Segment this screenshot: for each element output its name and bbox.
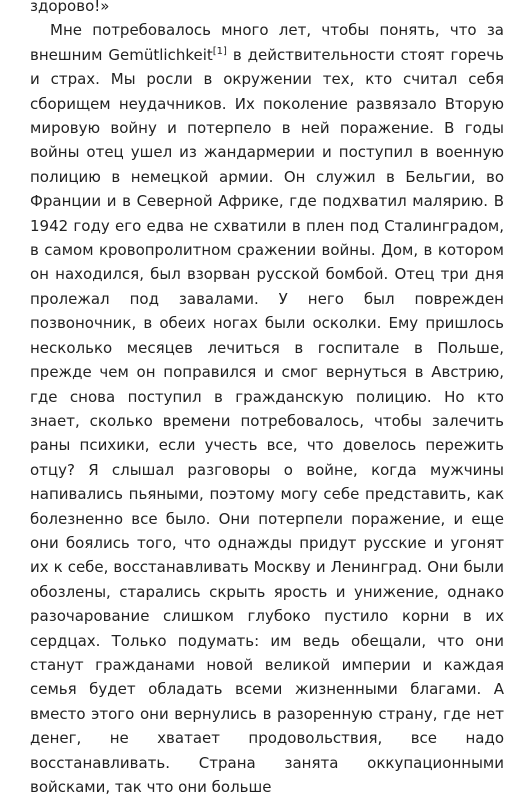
- body-paragraph: [30, 18, 504, 799]
- document-page: [30, 0, 504, 799]
- paragraph-text-before-footnote: Мне потребовалось много лет, чтобы понять, что за внешним Gemütlichkeit: [30, 21, 504, 64]
- paragraph-text-after-footnote: в действительности стоят горечь и страх. Мы росли в окружении тех, кто считал себя сборищем неудачников. Их поколение развязало Вторую мировую войну и потерпело в ней поражение. В годы войны отец ушел из жандармерии и поступил в военную полицию в немецкой армии. Он служил в Бельгии, во Франции и в Северной Африке, где подхватил малярию. В 1942 году его едва не схватили в плен под Сталинградом, в самом кровопролитном сражении войны. Дом, в котором он находился, был взорван русской бомбой. Отец три дня пролежал под завалами. У него был поврежден позвоночник, в обеих ногах были осколки. Ему пришлось несколько месяцев лечиться в госпитале в Польше, прежде чем он поправился и смог вернуться в Австрию, где снова поступил в гражданскую полицию. Но кто знает, сколько времени потребовалось, чтобы залечить раны психики, если учесть все, что довелось пережить отцу? Я слышал разговоры о войне, когда мужчины напивались пьяными, поэтому могу себе представить, как болезненно все было. Они потерпели поражение, и еще они боялись того, что однажды придут русские и угонят их к себе, восстанавливать Москву и Ленинград. Они были обозлены, старались скрыть ярость и унижение, однако разочарование слишком глубоко пустило корни в их сердцах. Только подумать: им ведь обещали, что они станут гражданами новой великой империи и каждая семья будет обладать всеми жизненными благами. А вместо этого они вернулись в разоренную страну, где нет денег, не хватает продовольствия, все надо восстанавливать. Страна занята оккупационными войсками, так что они больше: [30, 45, 504, 796]
- footnote-reference-link[interactable]: [1]: [212, 45, 227, 57]
- continued-text-line: здорово!»: [30, 0, 110, 15]
